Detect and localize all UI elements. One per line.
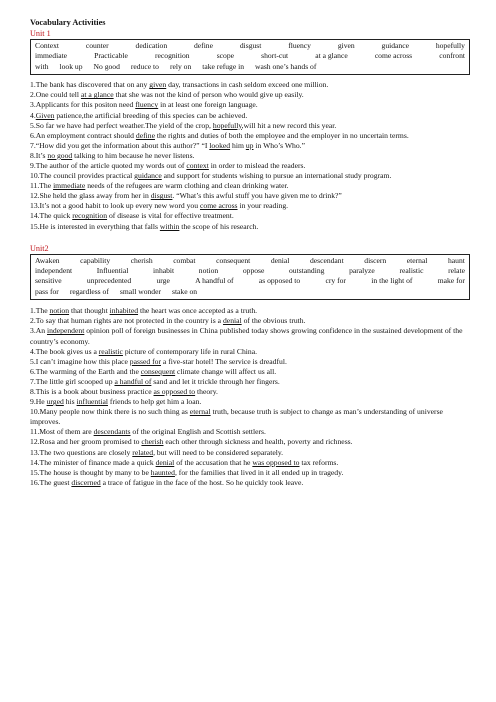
- vocab-word: cry for: [325, 276, 346, 286]
- sentence-text: his: [63, 397, 77, 407]
- sentence-text: friends to help get him a loan.: [107, 397, 202, 407]
- sentence-text: in at least one foreign language.: [158, 100, 258, 110]
- vocab-word: come across: [374, 51, 413, 61]
- vocab-word: oppose: [242, 266, 265, 276]
- answer-word: independent: [46, 326, 85, 336]
- sentence: [30, 387, 470, 397]
- vocab-word: relate: [448, 266, 465, 276]
- sentence: [30, 141, 470, 151]
- answer-word: influential: [76, 397, 108, 407]
- unit1-sentence-list: [30, 80, 470, 231]
- sentence-text: 10.The council provides practical: [30, 171, 135, 181]
- unit2-heading: Unit2: [30, 243, 49, 253]
- vocab-word: stake on: [171, 286, 198, 296]
- vocab-word: Influential: [96, 266, 129, 276]
- sentence: [30, 100, 470, 110]
- word-row: [35, 276, 465, 286]
- sentence: [30, 377, 470, 387]
- vocab-word: rely on: [169, 61, 192, 71]
- sentence: [30, 191, 470, 201]
- answer-word: within: [159, 221, 180, 231]
- vocab-word: combat: [173, 255, 196, 265]
- sentence-text: 9.He: [30, 397, 47, 407]
- sentence: [30, 171, 470, 181]
- sentence-text: 12.She held the glass away from her in: [30, 191, 151, 201]
- document-page: [30, 17, 470, 488]
- answer-word: recognition: [72, 211, 108, 221]
- vocab-word: No good: [93, 61, 120, 71]
- sentence-text: him: [230, 140, 246, 150]
- vocab-word: discern: [364, 255, 387, 265]
- vocab-word: counter: [85, 41, 109, 50]
- sentence-text: 1.The bank has discovered that on any: [30, 80, 150, 90]
- answer-word: guidance: [134, 171, 162, 181]
- sentence: [30, 478, 470, 488]
- vocab-word: Practicable: [94, 51, 128, 61]
- vocab-word: independent: [35, 266, 73, 276]
- sentence: [30, 211, 470, 221]
- vocab-word: inhabit: [153, 266, 175, 276]
- sentence: [30, 448, 470, 458]
- sentence-text: 4.: [30, 110, 36, 120]
- vocab-word: at a glance: [315, 51, 348, 61]
- vocab-word: take refuge in: [202, 61, 244, 71]
- sentence: [30, 316, 470, 326]
- answer-word: looked: [209, 140, 231, 150]
- sentence-text: 8.This is a book about business practice: [30, 387, 154, 396]
- vocab-word: scope: [216, 51, 235, 61]
- sentence-text: of the accusation that he: [174, 457, 253, 467]
- sentence-text: day, transactions in cash seldom exceed one million.: [166, 80, 329, 90]
- sentence-text: that she was not the kind of person who would give up easily.: [113, 90, 304, 100]
- vocab-word: cherish: [130, 255, 153, 265]
- sentence-text: of the original English and Scottish settlers.: [130, 427, 266, 437]
- vocab-word: regardless of: [69, 286, 109, 296]
- sentence: [30, 397, 470, 407]
- vocab-word: dedication: [135, 41, 168, 50]
- answer-word: denial: [155, 457, 175, 467]
- vocab-word: outstanding: [289, 266, 325, 276]
- vocab-word: realistic: [399, 266, 424, 276]
- sentence-text: tax reforms.: [299, 457, 339, 467]
- answer-word: passed for: [129, 356, 161, 366]
- sentence-text: patience,the artificial breeding of this species can be achieved.: [54, 110, 248, 120]
- vocab-word: guidance: [381, 41, 409, 50]
- sentence-text: 2.One could tell: [30, 90, 81, 100]
- unit1-section: [30, 28, 470, 232]
- sentence: [30, 121, 470, 131]
- vocab-word: paralyze: [349, 266, 375, 276]
- sentence: [30, 111, 470, 121]
- vocab-word: recognition: [155, 51, 190, 61]
- sentence: [30, 90, 470, 100]
- sentence-text: 13.It’s not a good habit to look up every new word you: [30, 201, 200, 211]
- sentence-text: in order to mislead the readers.: [208, 160, 306, 170]
- sentence: [30, 367, 470, 377]
- answer-word: realistic: [98, 346, 123, 356]
- sentence-text: 11.The: [30, 181, 54, 191]
- vocab-word: capability: [80, 255, 111, 265]
- sentence: [30, 201, 470, 211]
- sentence: [30, 181, 470, 191]
- answer-word: at a glance: [80, 90, 114, 100]
- sentence-text: climate change will affect us all.: [175, 366, 277, 376]
- vocab-word: define: [194, 41, 213, 50]
- sentence: [30, 80, 470, 90]
- sentence-text: of the obvious truth.: [241, 316, 306, 326]
- answer-word: urged: [46, 397, 64, 407]
- sentence: [30, 326, 470, 346]
- sentence-text: 5.I can’t imagine how this place: [30, 356, 130, 366]
- answer-word: a handful of: [114, 376, 152, 386]
- sentence-text: 16.The guest: [30, 477, 72, 487]
- vocab-word: descendant: [309, 255, 344, 265]
- sentence-text: sand and let it trickle through her fingers.: [151, 376, 280, 386]
- sentence-text: 2.To say that human rights are not protected in the country is a: [30, 316, 223, 326]
- sentence: [30, 306, 470, 316]
- sentence-text: picture of contemporary life in rural China.: [122, 346, 258, 356]
- vocab-word: unprecedented: [86, 276, 132, 286]
- sentence-text: 13.The two questions are closely: [30, 447, 133, 457]
- sentence: [30, 427, 470, 437]
- sentence-text: a five-star hotel! The service is dreadful.: [161, 356, 287, 366]
- vocab-word: short-cut: [261, 51, 289, 61]
- vocab-word: look up: [59, 61, 83, 71]
- answer-word: inhabited: [109, 306, 139, 316]
- answer-word: eternal: [189, 407, 211, 417]
- document-title: Vocabulary Activities: [30, 18, 106, 27]
- sentence-text: , for the families that lived in it all ended up in tragedy.: [174, 467, 344, 477]
- word-row: [35, 41, 465, 51]
- sentence-text: , but will need to be considered separately.: [153, 447, 284, 457]
- vocab-word: A handful of: [195, 276, 234, 286]
- sentence: [30, 222, 470, 232]
- vocab-word: sensitive: [35, 276, 62, 286]
- vocab-word: eternal: [406, 255, 428, 265]
- answer-word: consequent: [140, 366, 176, 376]
- vocab-word: denial: [270, 255, 290, 265]
- sentence-text: the heart was once accepted as a truth.: [138, 306, 258, 316]
- sentence: [30, 458, 470, 468]
- sentence-text: 15.He is interested in everything that falls: [30, 221, 160, 231]
- unit1-heading: Unit 1: [30, 29, 51, 38]
- answer-word: as opposed to: [153, 387, 196, 396]
- sentence-text: 15.The house is thought by many to be: [30, 467, 151, 477]
- sentence: [30, 131, 470, 141]
- sentence: [30, 151, 470, 161]
- sentence-text: 10.Many people now think there is no such thing as: [30, 407, 190, 417]
- vocab-word: fluency: [288, 41, 311, 50]
- sentence-text: opinion poll of foreign businesses in China published today shows growing confidence in the sustained development of the country’s economy.: [30, 326, 463, 346]
- answer-word: disgust: [150, 191, 173, 201]
- answer-word: related: [132, 447, 154, 457]
- sentence-text: talking to him because he never listens.: [72, 150, 195, 160]
- answer-word: haunted: [150, 467, 175, 477]
- sentence-text: 9.The author of the article quoted my words out of: [30, 160, 187, 170]
- sentence-text: 6.The warming of the Earth and the: [30, 366, 141, 376]
- word-row: [35, 266, 465, 276]
- sentence-text: 4.The book gives us a: [30, 346, 99, 356]
- answer-word: was opposed to: [252, 457, 300, 467]
- unit2-sentence-list: [30, 306, 470, 488]
- sentence-text: the scope of his research.: [179, 221, 259, 231]
- sentence-text: that thought: [69, 306, 110, 316]
- vocab-word: Context: [35, 41, 60, 50]
- vocab-word: hopefully: [435, 41, 465, 50]
- sentence-text: 11.Most of them are: [30, 427, 94, 437]
- answer-word: context: [186, 160, 209, 170]
- unit1-word-box: [30, 39, 470, 75]
- sentence-text: 3.An: [30, 326, 47, 336]
- answer-word: descendants: [93, 427, 131, 437]
- answer-word: fluency: [135, 100, 159, 110]
- unit2-word-box: [30, 254, 470, 301]
- sentence: [30, 407, 470, 427]
- vocab-word: haunt: [448, 255, 465, 265]
- answer-word: up: [245, 140, 254, 150]
- answer-word: given: [149, 80, 167, 90]
- sentence-text: in Who’s Who.”: [253, 140, 305, 150]
- sentence: [30, 347, 470, 357]
- answer-word: notion: [49, 306, 70, 316]
- sentence-text: 5.So far we have had perfect weather.The yield of the crop,: [30, 120, 213, 130]
- vocab-word: given: [337, 41, 355, 50]
- vocab-word: small wonder: [119, 286, 161, 296]
- sentence-text: of disease is vital for effective treatment.: [107, 211, 234, 221]
- answer-word: no good: [47, 150, 73, 160]
- sentence-text: truth, because truth is subject to change as man’s understanding of universe improves.: [30, 407, 443, 427]
- vocab-word: make for: [437, 276, 465, 286]
- answer-word: cherish: [141, 437, 164, 447]
- sentence-text: in your reading.: [237, 201, 289, 211]
- sentence-text: 1.The: [30, 306, 50, 316]
- vocab-word: reduce to: [130, 61, 159, 71]
- sentence-text: . “What’s this awful stuff you have given me to drink?”: [172, 191, 342, 201]
- answer-word: Given: [35, 110, 55, 120]
- sentence-text: 7.“How did you get the information about this author?” “I: [30, 140, 210, 150]
- sentence-text: 12.Rosa and her groom promised to: [30, 437, 142, 447]
- vocab-word: immediate: [35, 51, 68, 61]
- sentence-text: and support for students wishing to pursue an international study program.: [161, 171, 392, 181]
- sentence-text: a trace of fatigue in the face of the host. So he quickly took leave.: [100, 477, 304, 487]
- vocab-word: pass for: [35, 286, 59, 296]
- sentence-text: each other through sickness and health, poverty and richness.: [163, 437, 353, 447]
- sentence-text: the rights and duties of both the employee and the employer in no uncertain terms.: [154, 130, 409, 140]
- sentence: [30, 357, 470, 367]
- answer-word: discerned: [71, 477, 101, 487]
- sentence-text: ,will hit a new record this year.: [241, 120, 337, 130]
- sentence-text: theory.: [195, 387, 218, 396]
- vocab-word: in the light of: [371, 276, 413, 286]
- vocab-word: Awaken: [35, 255, 60, 265]
- word-row: [35, 51, 465, 61]
- sentence-text: 14.The minister of finance made a quick: [30, 457, 156, 467]
- answer-word: immediate: [53, 181, 86, 191]
- vocab-word: urge: [156, 276, 170, 286]
- vocab-word: wash one’s hands of: [255, 61, 317, 71]
- sentence-text: needs of the refugees are warm clothing and clean drinking water.: [85, 181, 289, 191]
- word-row: [35, 62, 465, 72]
- answer-word: come across: [199, 201, 238, 211]
- sentence-text: 3.Applicants for this positon need: [30, 100, 136, 110]
- sentence: [30, 468, 470, 478]
- answer-word: denial: [222, 316, 242, 326]
- sentence-text: 7.The little girl scooped up: [30, 376, 115, 386]
- sentence: [30, 437, 470, 447]
- answer-word: hopefully: [212, 120, 242, 130]
- vocab-word: disgust: [239, 41, 262, 50]
- word-row: [35, 256, 465, 266]
- vocab-word: consequent: [216, 255, 251, 265]
- vocab-word: confront: [439, 51, 465, 61]
- vocab-word: notion: [198, 266, 219, 276]
- unit2-section: [30, 243, 470, 488]
- sentence: [30, 161, 470, 171]
- sentence-text: 6.An employment contract should: [30, 130, 136, 140]
- sentence-text: 14.The quick: [30, 211, 73, 221]
- vocab-word: with: [35, 61, 49, 71]
- sentence-text: 8.It’s: [30, 150, 48, 160]
- vocab-word: as opposed to: [258, 276, 301, 286]
- word-row: [35, 287, 465, 297]
- answer-word: define: [135, 130, 155, 140]
